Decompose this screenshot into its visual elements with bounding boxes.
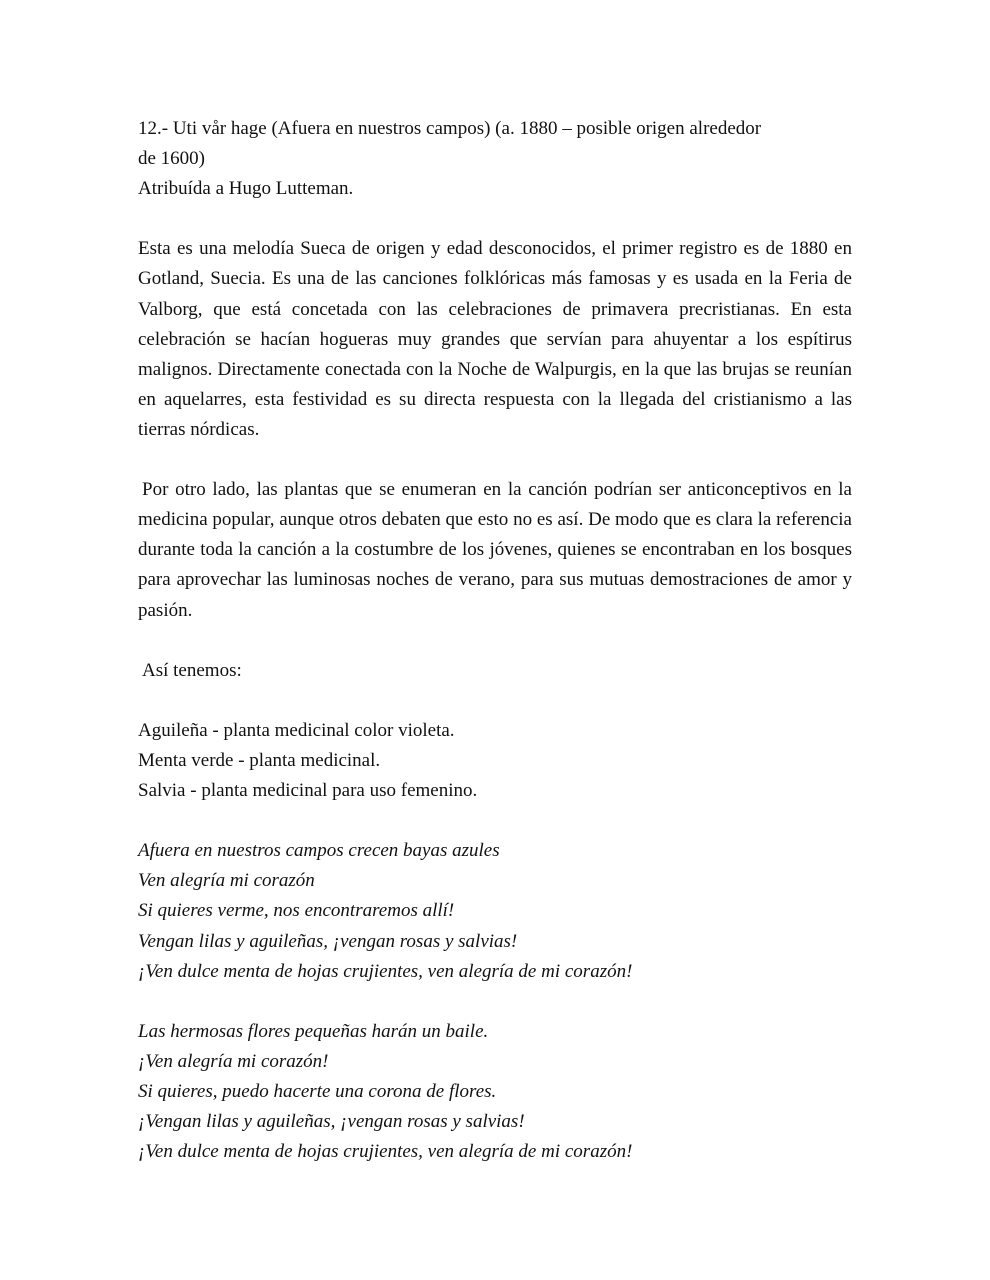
plant-list-item: Menta verde - planta medicinal.: [138, 749, 381, 771]
spacer: [138, 987, 852, 1017]
song-title-line-1: 12.- Uti vår hage (Afuera en nuestros campos) (a. 1880 – posible origen alrededor: [138, 118, 762, 139]
verse-line: ¡Ven alegría mi corazón!: [138, 1050, 329, 1072]
verse-line: Las hermosas flores pequeñas harán un baile.: [138, 1020, 489, 1042]
spacer: [138, 445, 852, 475]
verse-line: Afuera en nuestros campos crecen bayas azules: [138, 840, 500, 862]
verse-line: Si quieres verme, nos encontraremos allí!: [138, 900, 455, 922]
verse-line: Si quieres, puedo hacerte una corona de flores.: [138, 1081, 497, 1102]
plant-list-item: Aguileña - planta medicinal color violeta.: [138, 719, 455, 741]
plants-paragraph: Por otro lado, las plantas que se enumeran en la canción podrían ser anticonceptivos en la medicina popular, aunque otros debaten que esto no es así. De modo que es clara la referencia durante toda la canción a la costumbre de los jóvenes, quienes se encontraban en los bosques para aprovechar las luminosas noches de verano, para sus mutuas demostraciones de amor y pasión.: [138, 479, 852, 621]
song-title-line-2: de 1600): [138, 148, 206, 170]
verse-line: Vengan lilas y aguileñas, ¡vengan rosas y salvias!: [138, 930, 518, 952]
spacer: [138, 626, 852, 656]
song-heading: [138, 114, 852, 204]
spacer: [138, 686, 852, 716]
verse-line: ¡Ven dulce menta de hojas crujientes, ven alegría de mi corazón!: [138, 1141, 633, 1163]
spacer: [138, 806, 852, 836]
plant-list: [138, 716, 852, 806]
so-we-have-label: Así tenemos:: [142, 659, 242, 681]
verse-2: [138, 1017, 852, 1167]
plant-list-item: Salvia - planta medicinal para uso femenino.: [138, 780, 478, 802]
verse-line: ¡Vengan lilas y aguileñas, ¡vengan rosas y salvias!: [138, 1111, 525, 1133]
verse-1: [138, 836, 852, 986]
spacer: [138, 204, 852, 234]
song-attribution: Atribuída a Hugo Lutteman.: [138, 178, 354, 200]
verse-line: ¡Ven dulce menta de hojas crujientes, ven alegría de mi corazón!: [138, 960, 633, 982]
verse-line: Ven alegría mi corazón: [138, 870, 315, 892]
intro-paragraph: Esta es una melodía Sueca de origen y edad desconocidos, el primer registro es de 1880 en Gotland, Suecia. Es una de las canciones folklóricas más famosas y es usada en la Feria de Valborg, que está concetada con las celebraciones de primavera precristianas. En esta celebración se hacían hogueras muy grandes que servían para ahuyentar a los espítirus malignos. Directamente conectada con la Noche de Walpurgis, en la que las brujas se reunían en aquelarres, esta festividad es su directa respuesta con la llegada del cristianismo a las tierras nórdicas.: [138, 238, 852, 440]
document-page: [138, 114, 852, 1167]
